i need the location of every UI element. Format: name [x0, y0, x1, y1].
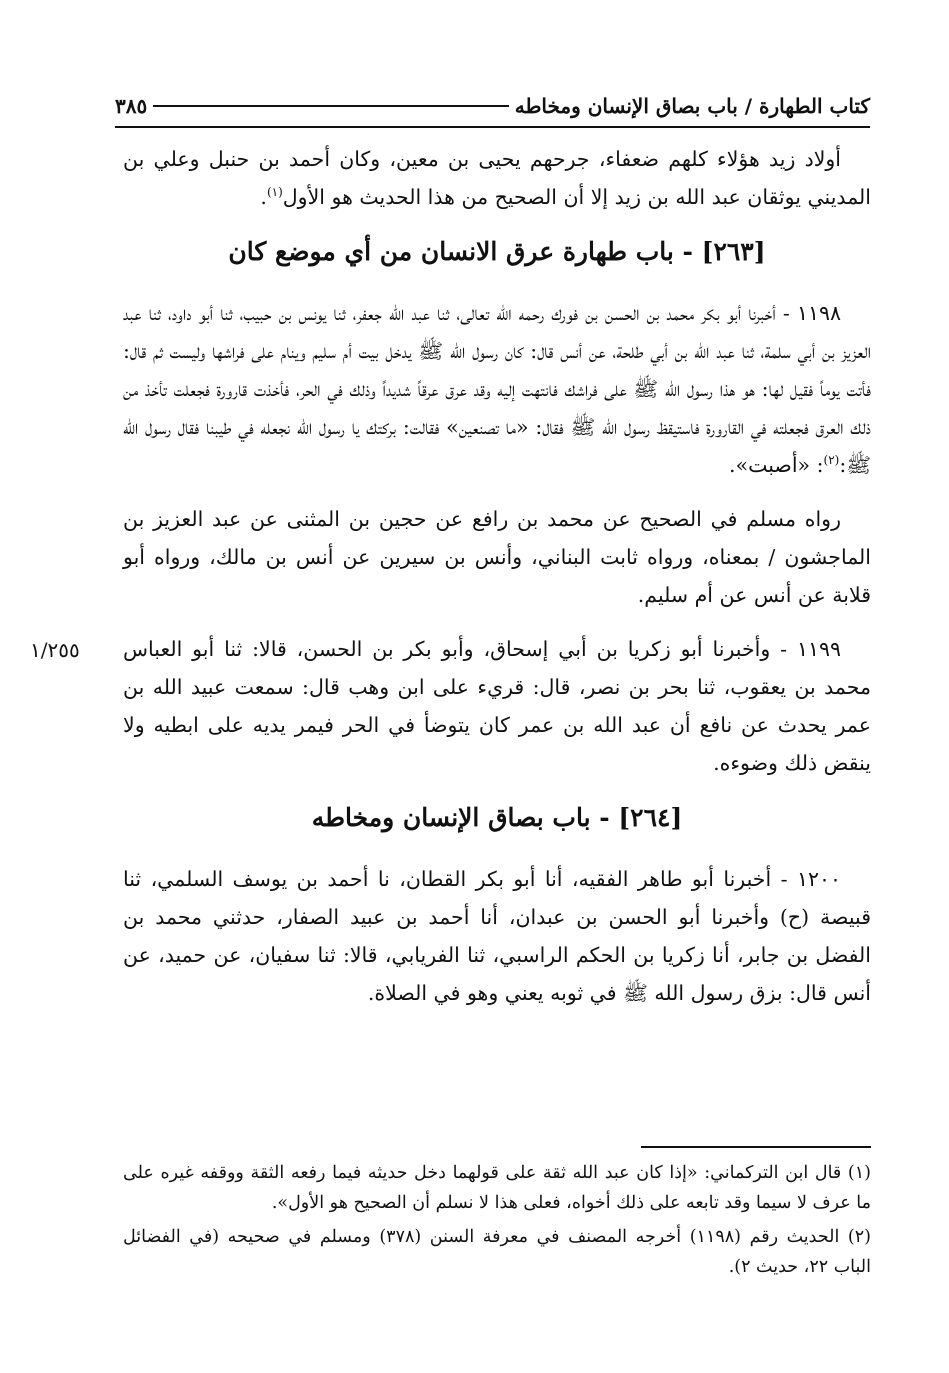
header-title: كتاب الطهارة / باب بصاق الإنسان ومخاطه	[514, 94, 870, 118]
hadith-1200: ١٢٠٠ - أخبرنا أبو طاهر الفقيه، أنا أبو بكر القطان، نا أحمد بن يوسف السلمي، ثنا قبيصة (ح) وأخبرنا أبو الحسن بن عبدان، أنا أحمد بن عبيد الصفار، حدثني محمد بن الفضل بن جابر، أنا زكريا بن الحكم الراسبي، ثنا الفريابي، قالا: ثنا سفيان، عن حميد، عن أنس قال: بزق رسول الله ﷺ في ثوبه يعني وهو في الصلاة.	[123, 867, 871, 1005]
footnotes	[123, 1158, 871, 1286]
footnote-ref-2[interactable]: (٢)	[823, 453, 840, 468]
footnote-2: (٢) الحديث رقم (١١٩٨) أخرجه المصنف في معرفة السنن (٣٧٨) ومسلم في صحيحه (في الفضائل الباب ٢٢، حديث ٢).	[123, 1227, 871, 1277]
footnote-ref-1[interactable]: (١)	[266, 185, 283, 200]
hadith-1199: ١١٩٩ - وأخبرنا أبو زكريا بن أبي إسحاق، وأبو بكر بن الحسن، قالا: ثنا أبو العباس محمد بن يعقوب، ثنا بحر بن نصر، قال: قريء على ابن وهب قال: سمعت عبيد الله بن عمر يحدث عن نافع أن عبد الله بن عمر كان يتوضأ في الحر فيمر يديه على ابطيه ولا ينقض ذلك وضوءه.	[123, 637, 871, 775]
main-text	[123, 140, 871, 1028]
running-header	[115, 86, 870, 128]
hadith-1198	[123, 294, 871, 484]
intro-text: أولاد زيد هؤلاء كلهم ضعفاء، جرحهم يحيى بن معين، وكان أحمد بن حنبل وعلي بن المديني يوثقان عبد الله بن زيد إلا أن الصحيح من هذا الحديث هو الأول	[123, 147, 871, 209]
footnote-rule	[641, 1146, 871, 1148]
footnote-1: (١) قال ابن التركماني: «إذا كان عبد الله ثقة على قولهما دخل حديثه فيما رفعه الثقة ووقفه غيره على ما عرف لا سيما وقد تابعه على ذلك أخواه، فعلى هذا لا نسلم أن الصحيح هو الأول».	[123, 1163, 871, 1213]
section-heading-263: [٢٦٣] - باب طهارة عرق الانسان من أي موضع كان	[228, 237, 766, 266]
intro-end: .	[260, 185, 267, 209]
page-number: ٣٨٥	[115, 94, 148, 118]
intro-paragraph	[123, 140, 871, 216]
hadith-1198-text: ١١٩٨ - أخبرنا أبو بكر محمد بن الحسن بن فورك رحمه الله تعالى، ثنا عبد الله جعفر، ثنا يونس بن حبيب، ثنا أبو داود، ثنا عبد العزيز بن أبي سلمة، ثنا عبد الله بن أبي طلحة، عن أنس قال: كان رسول الله ﷺ يدخل بيت أم سليم وينام على فراشها وليست ثم قال: فأتت يوماً فقيل لها: هو هذا رسول الله ﷺ على فراشك فانتهت إليه وقد عرق عرقاً شديداً وذلك في الحر، فأخذت قارورة فجعلت تأخذ من ذلك العرق فجعلته في القارورة فاستيقظ رسول الله ﷺ فقال: «ما تصنعين» فقالت: بركتك يا رسول الله نجعله في طيبنا فقال رسول الله ﷺ:	[123, 301, 871, 477]
header-rule	[153, 105, 509, 107]
section-heading-264: [٢٦٤] - باب بصاق الإنسان ومخاطه	[311, 803, 683, 832]
hadith-1198-end: : «أصبت».	[729, 453, 824, 477]
hadith-1198-note: رواه مسلم في الصحيح عن محمد بن رافع عن حجين بن المثنى عن عبد العزيز بن الماجشون / بمعناه، ورواه ثابت البناني، وأنس بن سيرين عن أنس بن مالك، ورواه أبو قلابة عن أنس عن أم سليم.	[123, 507, 871, 607]
margin-page-reference: ١/٢٥٥	[30, 638, 80, 662]
